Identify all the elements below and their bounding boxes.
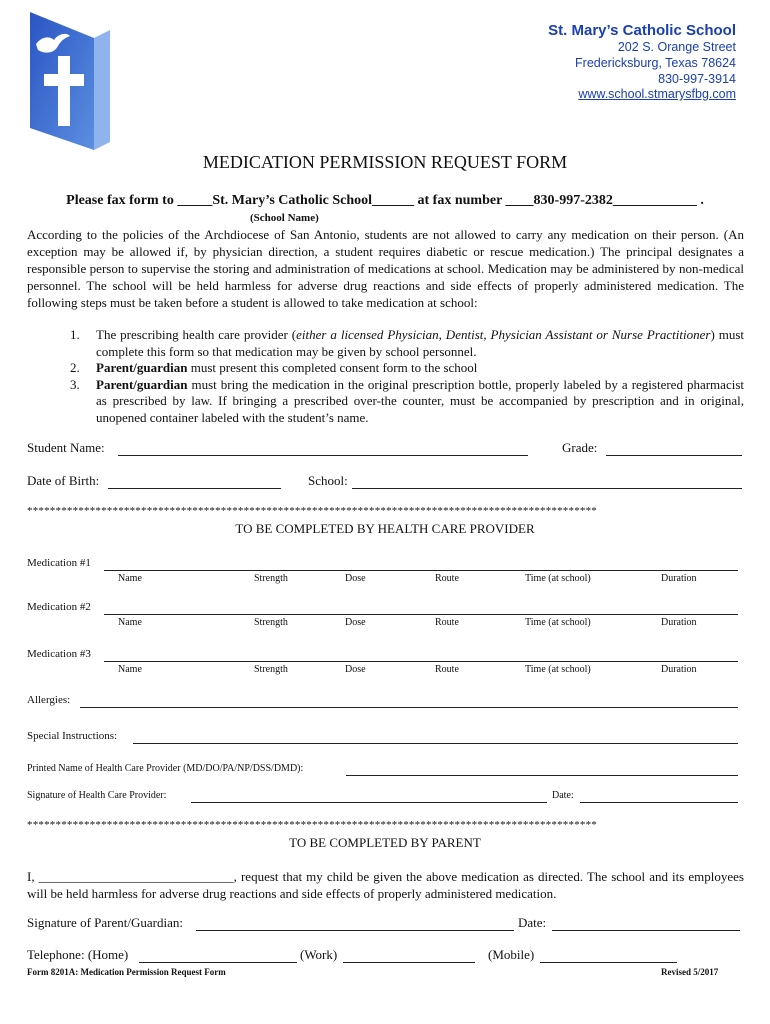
medication-3-label: Medication #3 <box>27 648 91 660</box>
telephone-work-field[interactable] <box>343 962 475 963</box>
step-item: 2. Parent/guardian must present this completed consent form to the school <box>70 360 478 375</box>
col-strength: Strength <box>254 617 288 628</box>
parent-date-field[interactable] <box>552 930 740 931</box>
special-instructions-field[interactable] <box>133 743 738 744</box>
grade-label: Grade: <box>562 440 598 455</box>
school-address-block <box>548 22 736 101</box>
telephone-home-label: Telephone: (Home) <box>27 947 129 962</box>
school-city: Fredericksburg, Texas 78624 <box>575 56 736 70</box>
telephone-mobile-field[interactable] <box>540 962 677 963</box>
grade-field[interactable] <box>606 455 742 456</box>
col-dose: Dose <box>345 664 366 675</box>
school-website-link[interactable]: www.school.stmarysfbg.com <box>578 87 736 101</box>
parent-section-heading: TO BE COMPLETED BY PARENT <box>289 835 481 850</box>
col-name: Name <box>118 573 142 584</box>
col-route: Route <box>435 664 459 675</box>
form-title: MEDICATION PERMISSION REQUEST FORM <box>202 152 568 172</box>
medication-2-label: Medication #2 <box>27 601 91 613</box>
fax-instruction: Please fax form to _____St. Mary’s Catholic School______ at fax number ____830-997-2382____________ . <box>66 193 704 208</box>
col-name: Name <box>118 617 142 628</box>
col-time: Time (at school) <box>525 573 591 584</box>
col-time: Time (at school) <box>525 664 591 675</box>
school-phone: 830-997-3914 <box>658 72 736 86</box>
telephone-work-label: (Work) <box>300 947 338 962</box>
cross-dove-logo-icon <box>28 10 112 152</box>
medication-2-field[interactable] <box>104 614 738 615</box>
col-dose: Dose <box>345 617 366 628</box>
col-name: Name <box>118 664 142 675</box>
allergies-field[interactable] <box>80 707 738 708</box>
col-route: Route <box>435 573 459 584</box>
medication-1-field[interactable] <box>104 570 738 571</box>
school-street: 202 S. Orange Street <box>617 40 736 54</box>
col-time: Time (at school) <box>525 617 591 628</box>
separator-stars: **************************************************************************************************** <box>27 505 597 517</box>
special-instructions-label: Special Instructions: <box>27 730 118 742</box>
dob-field[interactable] <box>108 488 281 489</box>
separator-stars: **************************************************************************************************** <box>27 819 597 831</box>
parent-signature-label: Signature of Parent/Guardian: <box>27 915 183 930</box>
school-name-sublabel: (School Name) <box>250 212 319 224</box>
school-label: School: <box>308 473 348 488</box>
col-duration: Duration <box>661 617 697 628</box>
telephone-home-field[interactable] <box>139 962 297 963</box>
provider-section-heading: TO BE COMPLETED BY HEALTH CARE PROVIDER <box>235 521 535 536</box>
allergies-label: Allergies: <box>27 694 71 706</box>
parent-statement: I, ______________________________, request that my child be given the above medication as directed. The school and its employees will be held harmless for adverse drug reactions and side effects of properly administered medication. <box>27 869 744 901</box>
school-field[interactable] <box>352 488 742 489</box>
school-name: St. Mary’s Catholic School <box>548 22 736 39</box>
col-strength: Strength <box>254 664 288 675</box>
footer-revised: Revised 5/2017 <box>661 967 719 977</box>
col-duration: Duration <box>661 573 697 584</box>
step-item: 3. Parent/guardian must bring the medication in the original prescription bottle, properly labeled by a registered pharmacist as prescribed by law. If bringing a prescribed over-the counter, must be accompanied by prescription and in original, unopened container labeled with the student’s name. <box>70 376 744 425</box>
student-name-label: Student Name: <box>27 440 105 455</box>
col-strength: Strength <box>254 573 288 584</box>
footer-form-id: Form 8201A: Medication Permission Request Form <box>27 967 226 977</box>
provider-signature-field[interactable] <box>191 802 547 803</box>
school-logo <box>28 10 112 152</box>
medication-1-label: Medication #1 <box>27 557 91 569</box>
step-item: 1. The prescribing health care provider (either a licensed Physician, Dentist, Physician Assistant or Nurse Practitioner) must complete this form so that medication may be given by school personnel. <box>70 327 744 359</box>
steps-list <box>70 327 744 426</box>
parent-date-label: Date: <box>518 915 547 930</box>
provider-date-label: Date: <box>552 790 574 801</box>
dob-label: Date of Birth: <box>27 473 100 488</box>
col-route: Route <box>435 617 459 628</box>
student-name-field[interactable] <box>118 455 528 456</box>
telephone-mobile-label: (Mobile) <box>488 947 535 962</box>
parent-signature-field[interactable] <box>196 930 514 931</box>
printed-name-field[interactable] <box>346 775 738 776</box>
col-dose: Dose <box>345 573 366 584</box>
provider-date-field[interactable] <box>580 802 738 803</box>
policy-intro: According to the policies of the Archdiocese of San Antonio, students are not allowed to carry any medication on their person. (An exception may be allowed if, by physician direction, a student requires diabetic or rescue medication.) The principal designates a responsible person to supervise the storing and administration of medications at school. Medication may be administered by non-medical personnel. The school will be held harmless for adverse drug reactions and side effects of properly administered medication. The following steps must be taken before a student is allowed to take medication at school: <box>27 227 744 310</box>
medication-3-field[interactable] <box>104 661 738 662</box>
provider-signature-label: Signature of Health Care Provider: <box>27 790 167 801</box>
col-duration: Duration <box>661 664 697 675</box>
printed-name-label: Printed Name of Health Care Provider (MD/DO/PA/NP/DSS/DMD): <box>27 763 304 774</box>
